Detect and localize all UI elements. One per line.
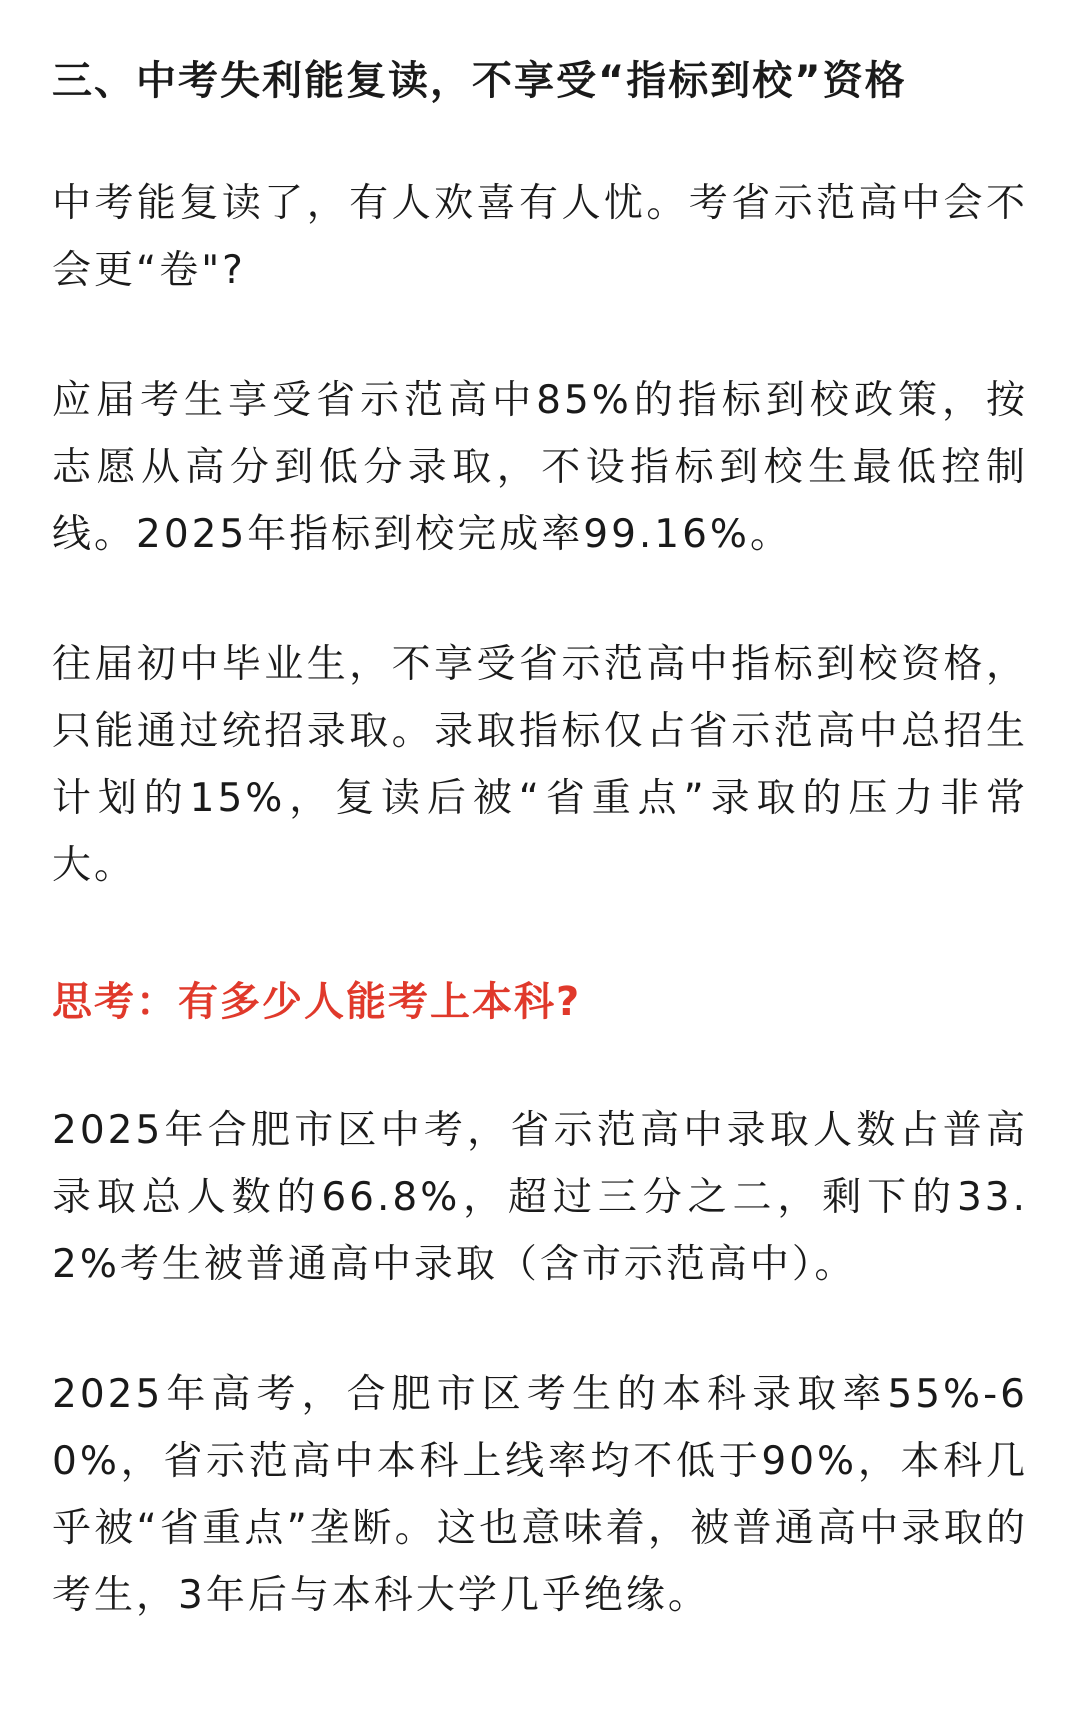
section-heading: 三、中考失利能复读，不享受“指标到校”资格 xyxy=(52,58,907,104)
paragraph-zhongkao-stats: 2025年合肥市区中考，省示范高中录取人数占普高录取总人数的66.8%，超过三分之二，剩下的33.2%考生被普通高中录取（含市示范高中）。 xyxy=(52,1108,1028,1287)
paragraph-past-graduates: 往届初中毕业生，不享受省示范高中指标到校资格，只能通过统招录取。录取指标仅占省示范高中总招生计划的15%，复读后被“省重点”录取的压力非常大。 xyxy=(52,642,1028,888)
thinking-heading: 思考：有多少人能考上本科? xyxy=(52,979,582,1025)
paragraph-gaokao-stats: 2025年高考，合肥市区考生的本科录取率55%-60%，省示范高中本科上线率均不低于90%，本科几乎被“省重点”垄断。这也意味着，被普通高中录取的考生，3年后与本科大学几乎绝缘。 xyxy=(52,1372,1028,1618)
paragraph-fresh-graduates: 应届考生享受省示范高中85%的指标到校政策，按志愿从高分到低分录取，不设指标到校生最低控制线。2025年指标到校完成率99.16%。 xyxy=(52,378,1028,557)
paragraph-repeat-exam: 中考能复读了，有人欢喜有人忧。考省示范高中会不会更“卷"? xyxy=(52,181,1028,293)
